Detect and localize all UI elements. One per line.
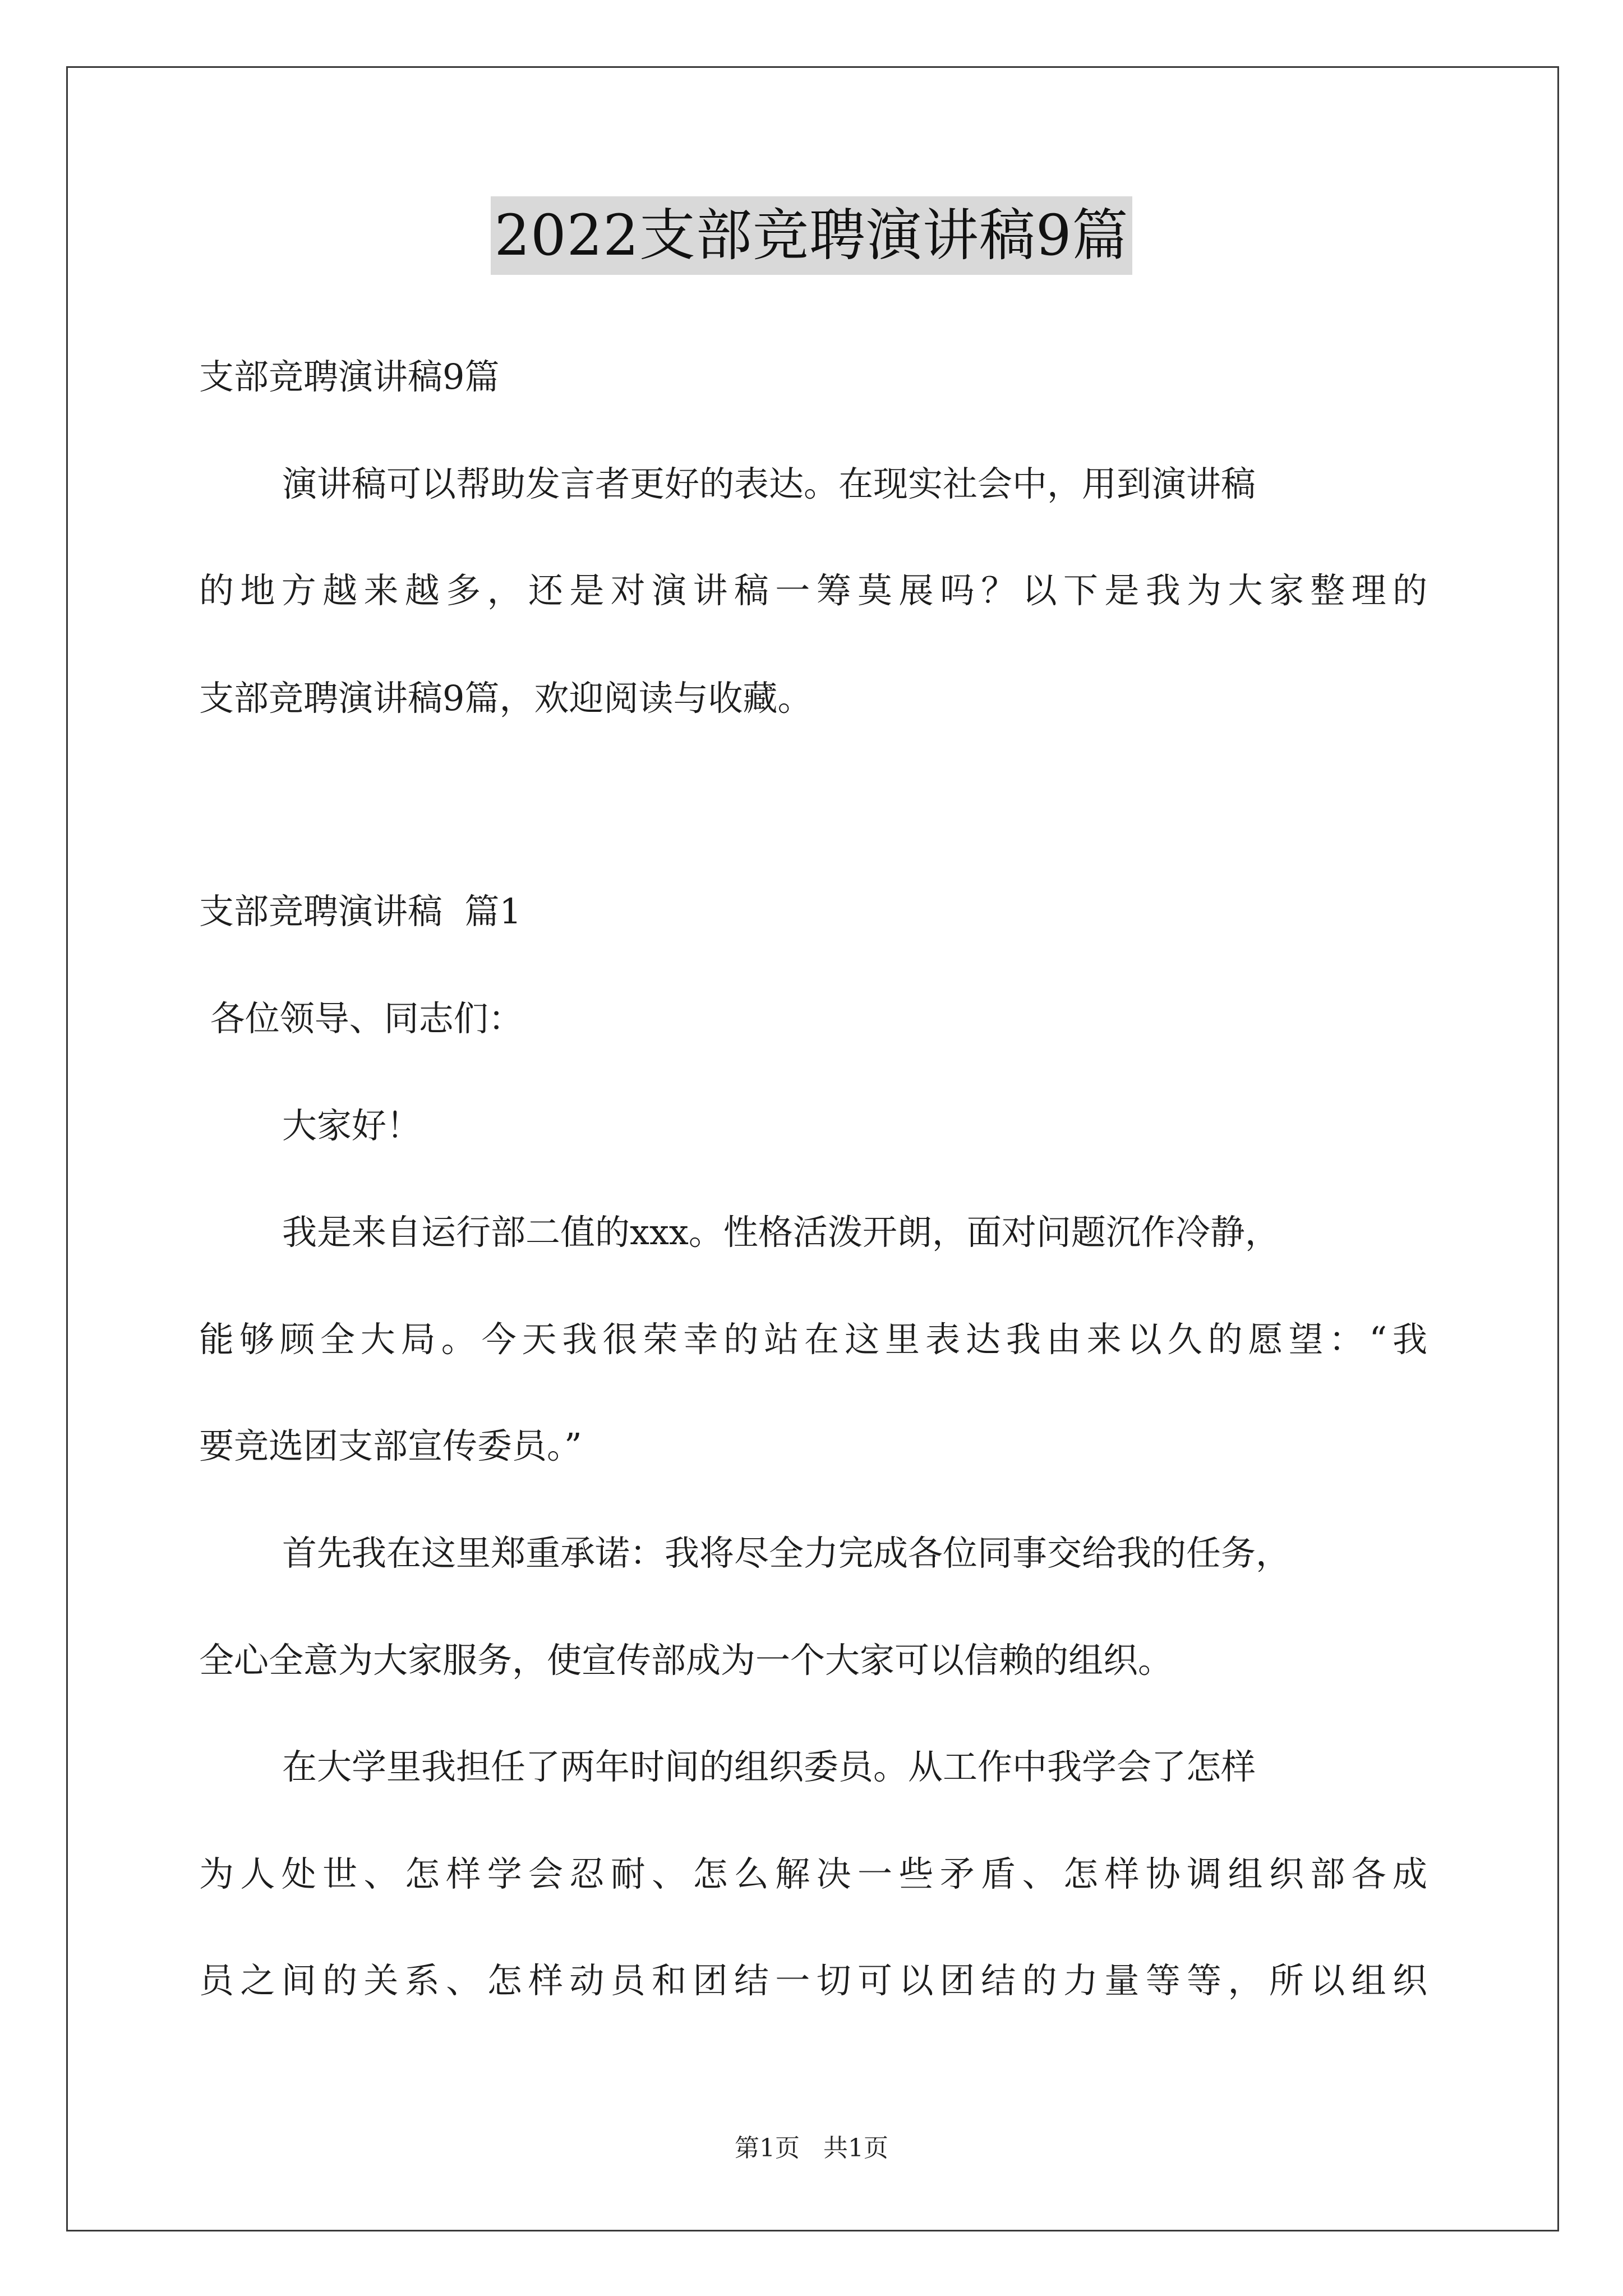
- body-line-7: 为人处世、怎样学会忍耐、怎么解决一些矛盾、怎样协调组织部各成: [199, 1853, 1427, 1894]
- intro-line-3: 支部竞聘演讲稿9篇，欢迎阅读与收藏。: [199, 678, 813, 719]
- page-footer: 第1页 共1页: [735, 2134, 888, 2162]
- body-line-4: 首先我在这里郑重承诺：我将尽全力完成各位同事交给我的任务，: [282, 1533, 1291, 1573]
- intro-line-2: 的地方越来越多，还是对演讲稿一筹莫展吗？以下是我为大家整理的: [199, 570, 1427, 611]
- body-line-1: 我是来自运行部二值的xxx。性格活泼开朗，面对问题沉作冷静，: [282, 1212, 1280, 1253]
- document-title: 2022支部竞聘演讲稿9篇: [491, 196, 1132, 275]
- intro-line-1: 演讲稿可以帮助发言者更好的表达。在现实社会中，用到演讲稿: [282, 463, 1256, 504]
- body-line-5: 全心全意为大家服务，使宣传部成为一个大家可以信赖的组织。: [199, 1640, 1173, 1681]
- body-line-6: 在大学里我担任了两年时间的组织委员。从工作中我学会了怎样: [282, 1746, 1256, 1787]
- document-subtitle: 支部竞聘演讲稿9篇: [199, 356, 500, 397]
- body-line-8: 员之间的关系、怎样动员和团结一切可以团结的力量等等，所以组织: [199, 1960, 1427, 2001]
- greeting: 大家好！: [282, 1105, 422, 1146]
- body-line-2: 能够顾全大局。今天我很荣幸的站在这里表达我由来以久的愿望：“我: [199, 1319, 1427, 1360]
- salutation: 各位领导、同志们：: [199, 998, 523, 1039]
- body-line-3: 要竞选团支部宣传委员。”: [199, 1425, 582, 1466]
- title-container: [0, 196, 1623, 275]
- section-heading: 支部竞聘演讲稿 篇1: [199, 891, 522, 932]
